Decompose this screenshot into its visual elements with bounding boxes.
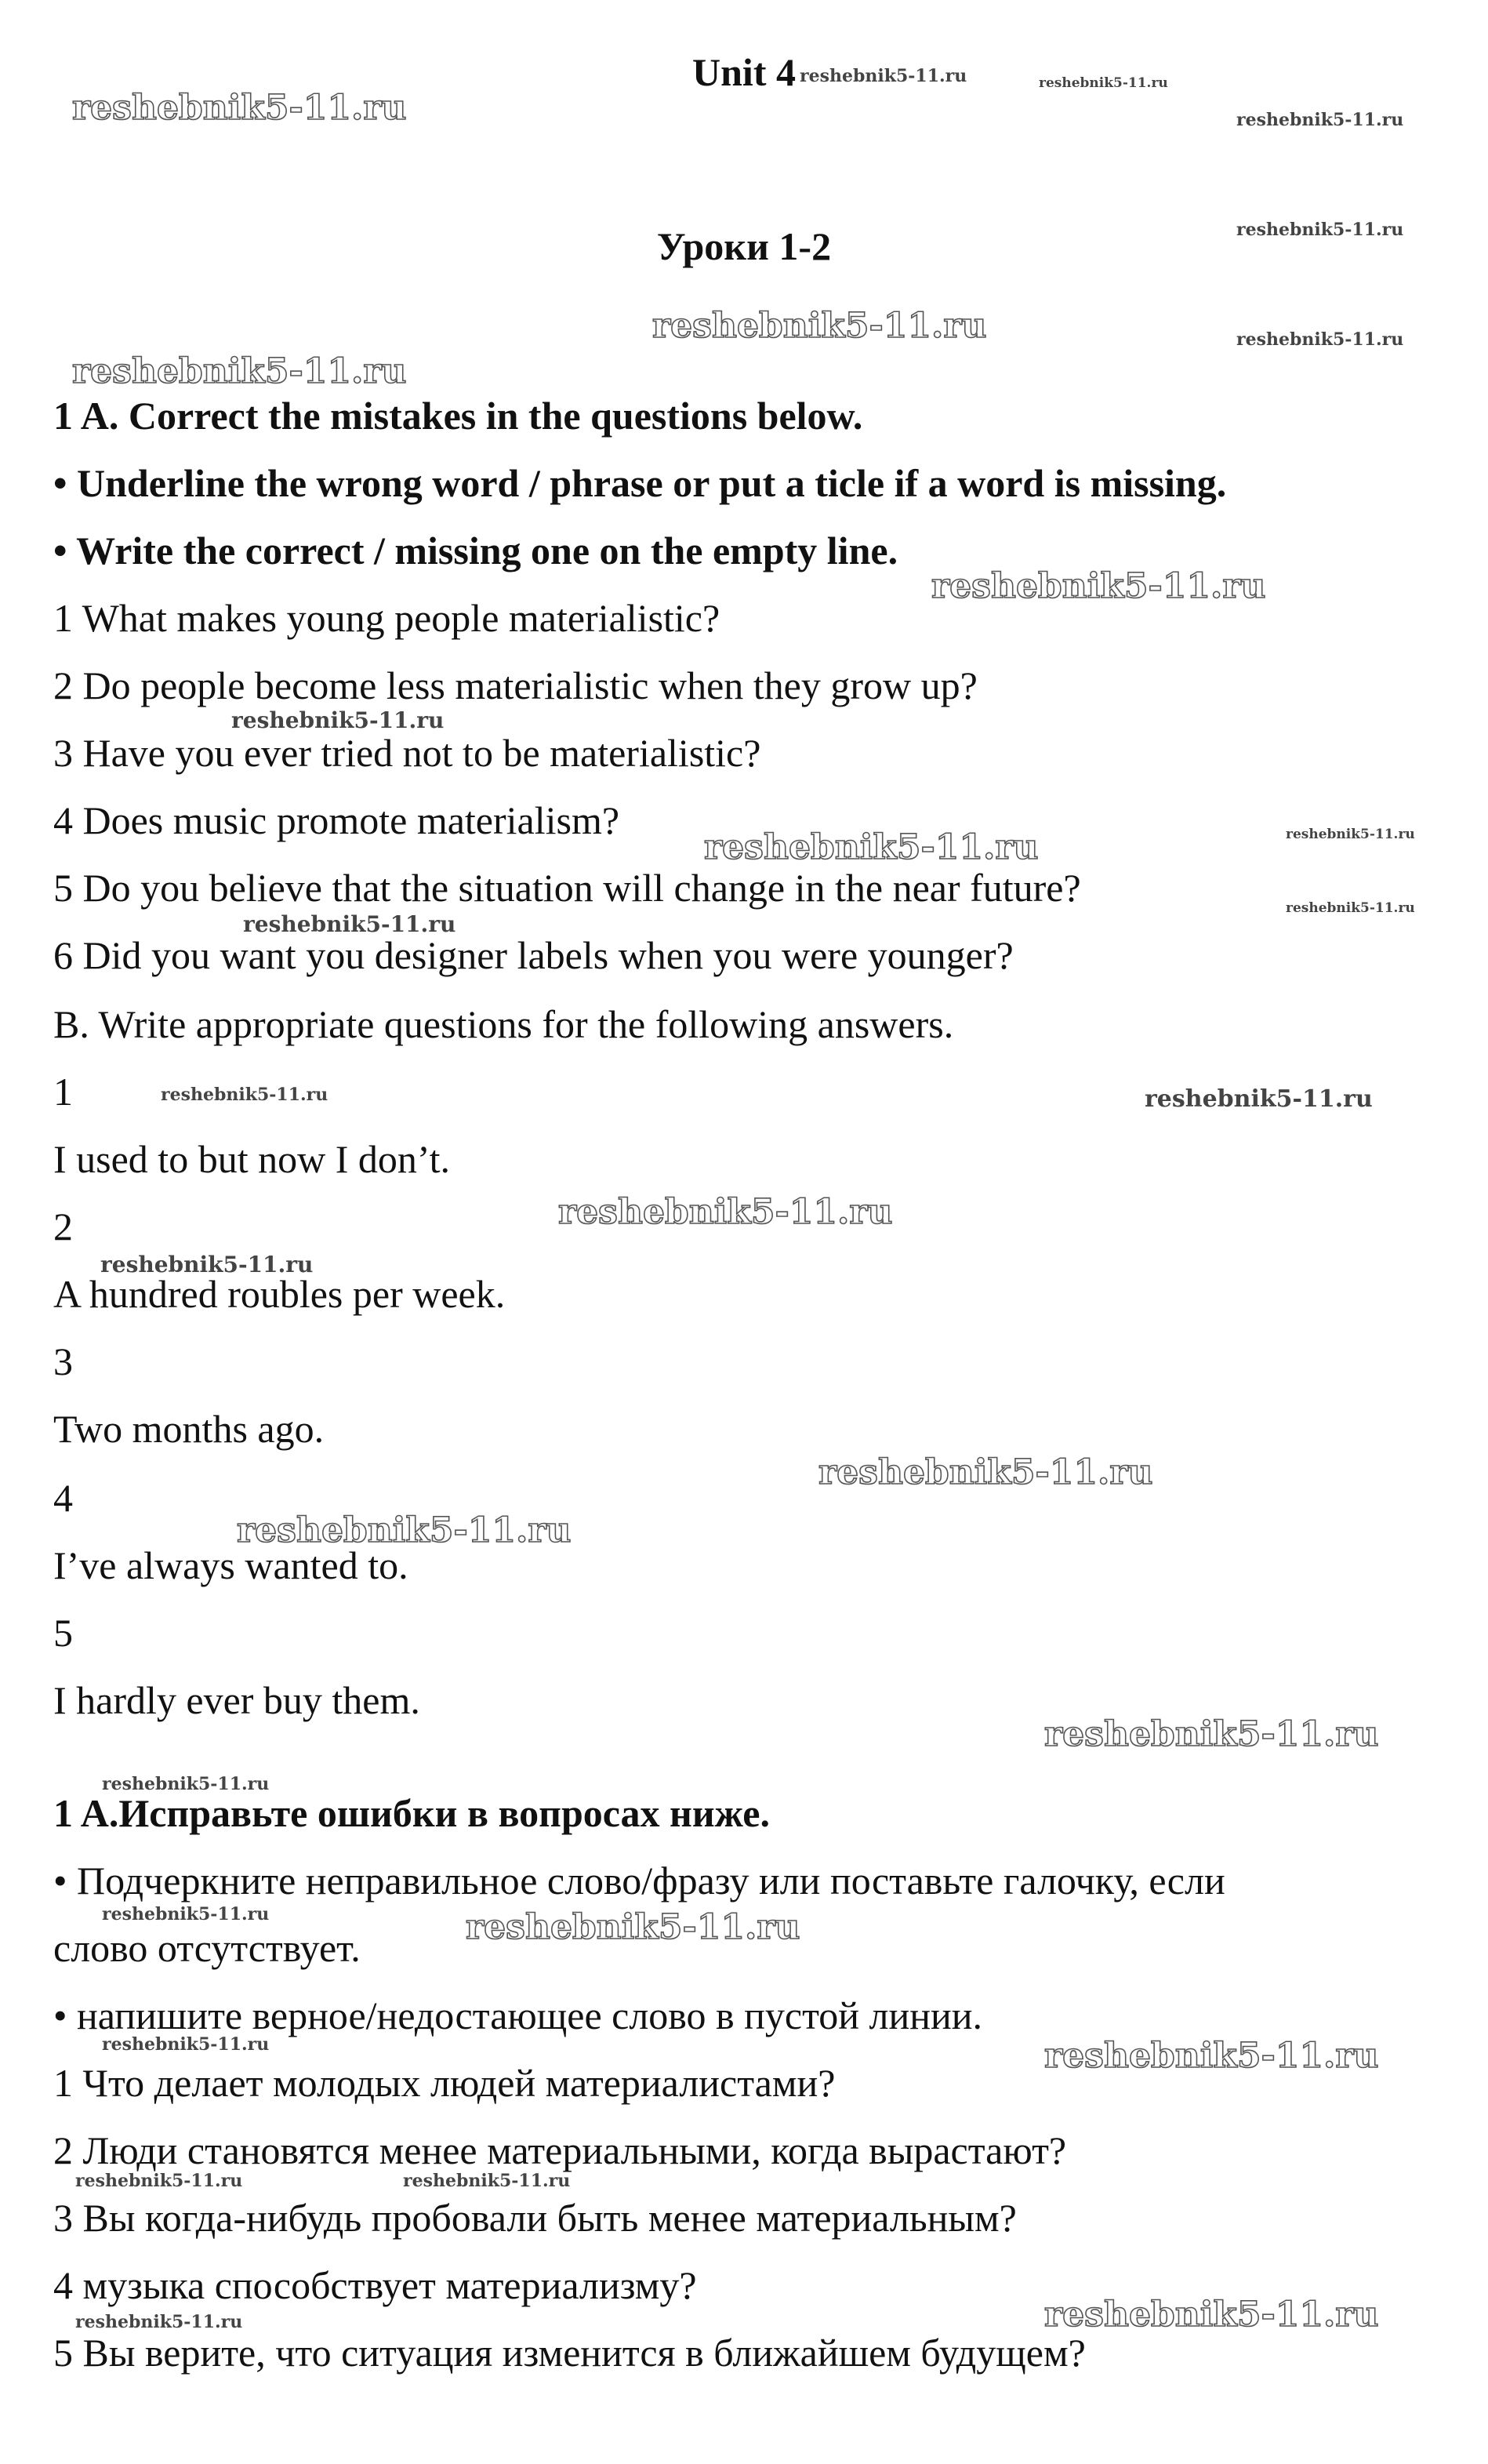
translation-question-4: 4 музыка способствует материализму? [53,2263,697,2307]
question-6: 6 Did you want you designer labels when you were younger? [53,933,1014,977]
watermark: reshebnik5-11.ru [818,1452,1153,1492]
watermark: reshebnik5-11.ru [558,1192,893,1232]
watermark: reshebnik5-11.ru [466,1907,800,1947]
translation-question-1: 1 Что делает молодых людей материалистами? [53,2061,836,2105]
watermark: reshebnik5-11.ru [75,2312,243,2332]
answer-number: 3 [53,1339,73,1383]
watermark: reshebnik5-11.ru [237,1510,572,1550]
watermark: reshebnik5-11.ru [1236,220,1404,240]
watermark: reshebnik5-11.ru [102,1774,270,1794]
question-1: 1 What makes young people materialistic? [53,596,720,640]
watermark: reshebnik5-11.ru [1044,2295,1379,2335]
answer-text: I used to but now I don’t. [53,1137,450,1181]
instruction-write: • Write the correct / missing one on the empty line. [53,529,898,572]
question-4: 4 Does music promote materialism? [53,798,620,842]
lesson-title: Уроки 1-2 [656,224,832,268]
translation-instruction-write: • напишите верное/недостающее слово в пустой линии. [53,1993,983,2037]
translation-question-2: 2 Люди становятся менее материальными, когда вырастают? [53,2128,1067,2172]
watermark: reshebnik5-11.ru [1039,75,1168,91]
answer-text: A hundred roubles per week. [53,1272,506,1316]
instruction-underline: • Underline the wrong word / phrase or put a ticle if a word is missing. [53,461,1227,505]
translation-question-3: 3 Вы когда-нибудь пробовали быть менее материальным? [53,2196,1017,2240]
watermark: reshebnik5-11.ru [704,827,1039,867]
watermark: reshebnik5-11.ru [100,1252,314,1277]
watermark: reshebnik5-11.ru [1286,827,1415,842]
watermark: reshebnik5-11.ru [1236,110,1404,130]
unit-title: Unit 4 [692,50,796,94]
watermark: reshebnik5-11.ru [1286,900,1415,916]
exercise-heading: 1 A. Correct the mistakes in the questions below. [53,394,863,438]
watermark: reshebnik5-11.ru [1044,1714,1379,1754]
watermark: reshebnik5-11.ru [161,1085,328,1105]
watermark: reshebnik5-11.ru [102,2034,270,2055]
watermark: reshebnik5-11.ru [1044,2036,1379,2076]
watermark: reshebnik5-11.ru [72,88,407,128]
watermark: reshebnik5-11.ru [102,1904,270,1924]
answer-text: I hardly ever buy them. [53,1678,420,1722]
watermark: reshebnik5-11.ru [403,2171,571,2191]
watermark: reshebnik5-11.ru [72,351,407,391]
watermark: reshebnik5-11.ru [1145,1085,1373,1113]
question-3: 3 Have you ever tried not to be materialistic? [53,731,761,775]
question-2: 2 Do people become less materialistic when they grow up? [53,663,978,707]
watermark: reshebnik5-11.ru [1236,329,1404,350]
translation-instruction-underline-cont: слово отсутствует. [53,1926,361,1970]
watermark: reshebnik5-11.ru [243,911,456,937]
question-5: 5 Do you believe that the situation will change in the near future? [53,866,1081,910]
answer-number: 5 [53,1611,73,1655]
answer-text: Two months ago. [53,1407,325,1451]
translation-instruction-underline: • Подчеркните неправильное слово/фразу или поставьте галочку, если [53,1859,1225,1903]
answer-number: 2 [53,1205,73,1248]
watermark: reshebnik5-11.ru [931,566,1266,606]
translation-question-5: 5 Вы верите, что ситуация изменится в ближайшем будущем? [53,2331,1086,2375]
answer-number: 4 [53,1476,73,1520]
watermark: reshebnik5-11.ru [652,306,987,346]
translation-heading: 1 A.Исправьте ошибки в вопросах ниже. [53,1791,770,1835]
answer-text: I’ve always wanted to. [53,1543,408,1587]
watermark: reshebnik5-11.ru [800,66,967,86]
watermark: reshebnik5-11.ru [75,2171,243,2191]
part-b-heading: B. Write appropriate questions for the following answers. [53,1002,954,1046]
watermark: reshebnik5-11.ru [231,707,445,733]
answer-number: 1 [53,1070,73,1114]
